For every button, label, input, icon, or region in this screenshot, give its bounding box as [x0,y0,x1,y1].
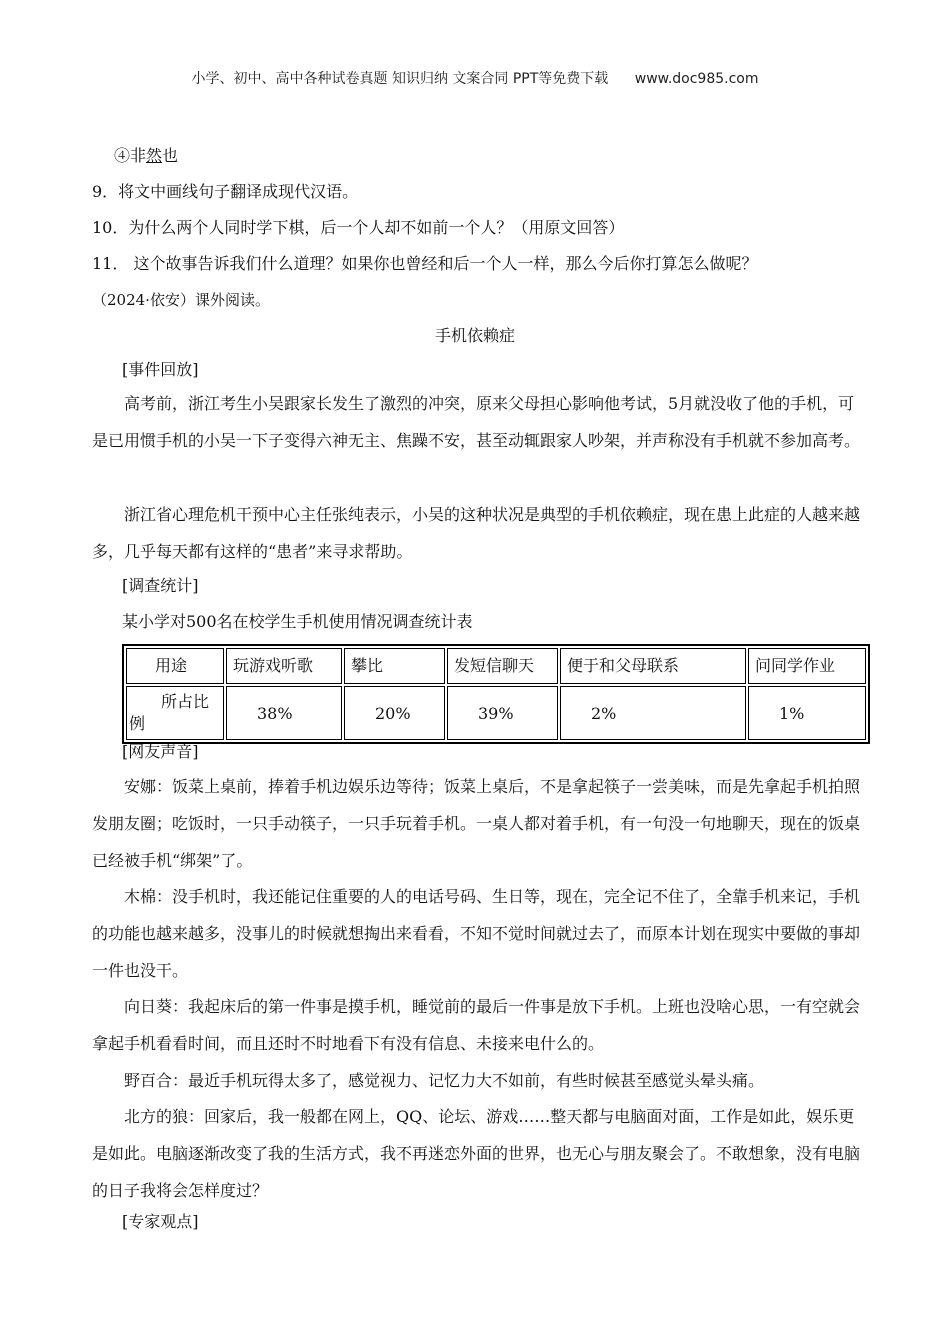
table-share-cell: 1% [748,686,866,740]
section-survey: [调查统计] [122,576,199,595]
paragraph-anna: 安娜：饭菜上桌前，捧着手机边娱乐边等待；饭菜上桌后，不是拿起筷子一尝美味，而是先拿起手机拍照发朋友圈；吃饭时，一只手动筷子，一只手玩着手机。一桌人都对着手机，有一句没一句地聊天，现在的饭桌已经被手机“绑架”了。 [92,777,861,870]
paragraph-mumian: 木棉：没手机时，我还能记住重要的人的电话号码、生日等，现在，完全记不住了，全靠手机来记，手机的功能也越来越多，没事儿的时候就想掏出来看看，不知不觉时间就过去了，而原本计划在现实中要做的事却一件也没干。 [92,887,861,980]
table-share-cell: 38% [226,686,342,740]
table-header-row [126,648,866,684]
table-row-label [126,686,224,740]
paragraph-2: 浙江省心理危机干预中心主任张纯表示，小吴的这种状况是典型的手机依赖症，现在患上此症的人越来越多，几乎每天都有这样的“患者”来寻求帮助。 [92,505,861,561]
question-10: 10．为什么两个人同时学下棋，后一个人却不如前一个人？（用原文回答） [92,218,625,237]
section-replay: [事件回放] [122,360,199,379]
paragraph-yebaihe: 野百合：最近手机玩得太多了，感觉视力、记忆力大不如前，有些时候甚至感觉头晕头痛。 [124,1071,765,1090]
item4-prefix: ④非 [114,146,147,165]
item4-suffix: 也 [162,146,179,165]
page-header [0,68,950,88]
table-share-cell: 39% [447,686,558,740]
table-row-label-line1: 所占比 [161,692,210,711]
table-use-cell: 发短信聊天 [447,648,558,684]
header-text: 小学、初中、高中各种试卷真题 知识归纳 文案合同 PPT等免费下载 [191,71,609,87]
paragraph-beifangdelang: 北方的狼：回家后，我一般都在网上，QQ、论坛、游戏……整天都与电脑面对面，工作是如此，娱乐更是如此。电脑逐渐改变了我的生活方式，我不再迷恋外面的世界，也无心与朋友聚会了。不敢想象，没有电脑的日子我将会怎样度过？ [92,1107,861,1200]
survey-table [122,644,870,744]
table-share-cell: 2% [560,686,746,740]
paragraph-xiangrikui: 向日葵：我起床后的第一件事是摸手机，睡觉前的最后一件事是放下手机。上班也没啥心思，一有空就会拿起手机看看时间，而且还时不时地看下有没有信息、未接来电什么的。 [92,997,861,1053]
table-use-cell: 问同学作业 [748,648,866,684]
table-header-label: 用途 [126,648,224,684]
reading-source: （2024·依安）课外阅读。 [92,291,270,309]
question-item-4 [114,146,178,166]
table-data-row [126,686,866,740]
table-use-cell: 玩游戏听歌 [226,648,342,684]
question-11: 11． 这个故事告诉我们什么道理？如果你也曾经和后一个人一样，那么今后你打算怎么做呢？ [92,254,758,273]
table-share-cell: 20% [344,686,445,740]
table-use-cell: 攀比 [344,648,445,684]
section-netizens: [网友声音] [122,742,199,761]
reading-title: 手机依赖症 [434,326,515,345]
table-caption: 某小学对500名在校学生手机使用情况调查统计表 [122,612,473,631]
item4-underlined: 然 [146,146,163,165]
section-experts: [专家观点] [122,1212,199,1231]
paragraph-1: 高考前，浙江考生小吴跟家长发生了激烈的冲突，原来父母担心影响他考试，5月就没收了他的手机，可是已用惯手机的小吴一下子变得六神无主、焦躁不安，甚至动辄跟家人吵架，并声称没有手机就不参加高考。 [92,394,861,450]
table-use-cell: 便于和父母联系 [560,648,746,684]
table-row-label-line2: 例 [129,714,146,733]
question-9: 9．将文中画线句子翻译成现代汉语。 [92,182,359,201]
header-site-link[interactable]: www.doc985.com [634,71,759,87]
